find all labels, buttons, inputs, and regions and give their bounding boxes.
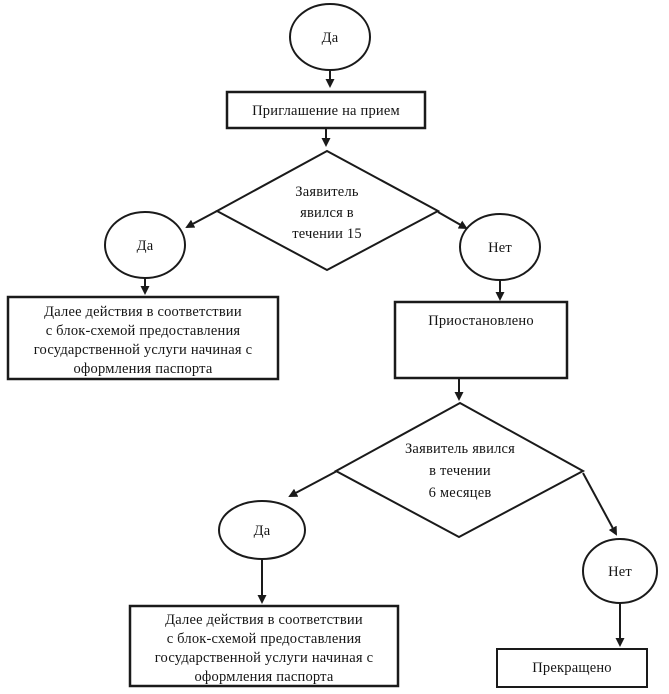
- proceed2-label: [135, 611, 393, 687]
- decision2-line3: 6 месяцев: [428, 485, 492, 501]
- invite-label: Приглашение на прием: [252, 103, 400, 119]
- proceed2-line2: с блок-схемой предоставления: [166, 631, 362, 647]
- proceed1-line4: оформления паспорта: [73, 361, 213, 377]
- connector-decision1-to-yes: [187, 211, 217, 227]
- connector-decision2-to-yes: [290, 471, 337, 496]
- terminated-label: Прекращено: [532, 660, 612, 676]
- decision1-line2: явился в: [300, 205, 354, 221]
- connector-decision2-to-no: [583, 473, 616, 534]
- start-label: Да: [321, 30, 339, 46]
- decision2-line1: Заявитель явился: [404, 441, 516, 457]
- decision2-no-label: Нет: [608, 564, 632, 580]
- proceed1-line2: с блок-схемой предоставления: [45, 323, 241, 339]
- proceed2-line4: оформления паспорта: [194, 669, 334, 685]
- suspended-label: Приостановлено: [428, 313, 534, 329]
- proceed1-label: [14, 303, 272, 379]
- proceed1-line3: государственной услуги начиная с: [33, 342, 253, 358]
- decision1-no-label: Нет: [488, 240, 512, 256]
- decision2-label: [370, 438, 550, 504]
- decision2-line2: в течении: [429, 463, 491, 479]
- proceed2-line1: Далее действия в соответствии: [165, 612, 363, 628]
- decision1-label: [247, 182, 407, 245]
- decision1-line1: Заявитель: [295, 184, 359, 200]
- decision1-line3: течении 15: [292, 226, 362, 242]
- decision2-yes-label: Да: [253, 523, 271, 539]
- proceed2-line3: государственной услуги начиная с: [154, 650, 374, 666]
- decision1-yes-label: Да: [136, 238, 154, 254]
- proceed1-line1: Далее действия в соответствии: [44, 304, 242, 320]
- connector-decision1-to-no: [438, 212, 466, 228]
